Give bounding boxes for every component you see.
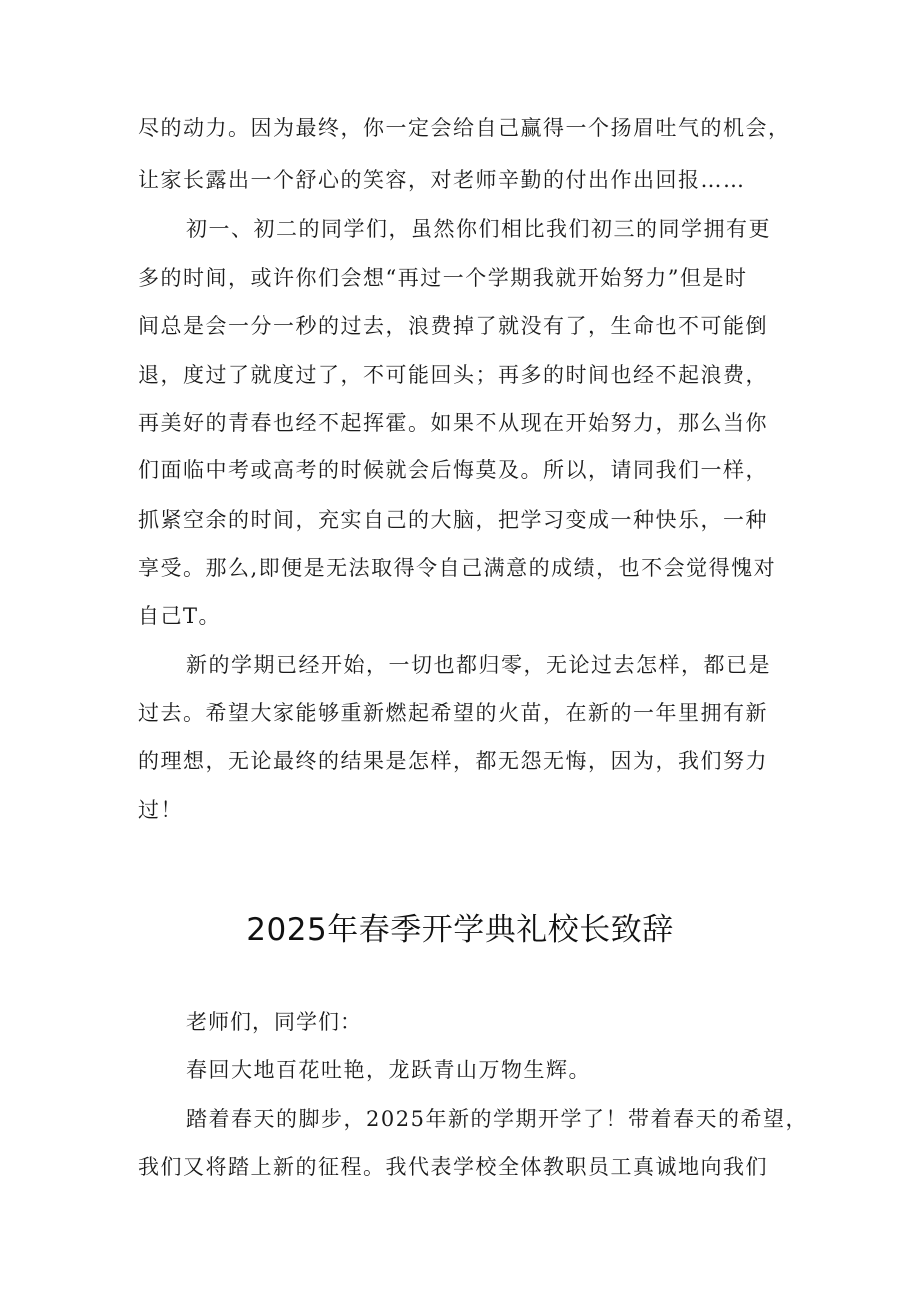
paragraph-line: 新的学期已经开始，一切也都归零，无论过去怎样，都已是 xyxy=(186,653,771,677)
paragraph-line: 再美好的青春也经不起挥霍。如果不从现在开始努力，那么当你 xyxy=(138,411,768,435)
paragraph-line: 自己T。 xyxy=(138,604,222,628)
paragraph-line: 的理想，无论最终的结果是怎样，都无怨无悔，因为，我们努力 xyxy=(138,749,768,773)
paragraph-line: 享受。那么,即便是无法取得令自己满意的成绩，也不会觉得愧对 xyxy=(138,556,777,580)
paragraph-line: 间总是会一分一秒的过去，浪费掉了就没有了，生命也不可能倒 xyxy=(138,314,768,338)
paragraph-line: 尽的动力。因为最终，你一定会给自己赢得一个扬眉吐气的机会， xyxy=(138,116,791,140)
paragraph-line: 踏着春天的脚步，2025年新的学期开学了！带着春天的希望， xyxy=(186,1107,808,1131)
paragraph-line: 春回大地百花吐艳，龙跃青山万物生辉。 xyxy=(186,1058,591,1082)
paragraph-line: 多的时间，或许你们会想“再过一个学期我就开始努力”但是时 xyxy=(138,266,748,290)
paragraph-line: 我们又将踏上新的征程。我代表学校全体教职员工真诚地向我们 xyxy=(138,1155,768,1179)
paragraph-line: 们面临中考或高考的时候就会后悔莫及。所以，请同我们一样， xyxy=(138,458,768,482)
paragraph-line: 退，度过了就度过了，不可能回头；再多的时间也经不起浪费， xyxy=(138,363,768,387)
paragraph-line: 抓紧空余的时间，充实自己的大脑，把学习变成一种快乐，一种 xyxy=(138,508,768,532)
paragraph-line: 过去。希望大家能够重新燃起希望的火苗，在新的一年里拥有新 xyxy=(138,701,768,725)
paragraph-line: 过！ xyxy=(138,798,183,822)
paragraph-line: 让家长露出一个舒心的笑容，对老师辛勤的付出作出回报…… xyxy=(138,168,746,192)
salutation: 老师们，同学们： xyxy=(186,1010,362,1034)
speech-title: 2025年春季开学典礼校长致辞 xyxy=(246,912,674,948)
paragraph-line: 初一、初二的同学们，虽然你们相比我们初三的同学拥有更 xyxy=(186,217,771,241)
